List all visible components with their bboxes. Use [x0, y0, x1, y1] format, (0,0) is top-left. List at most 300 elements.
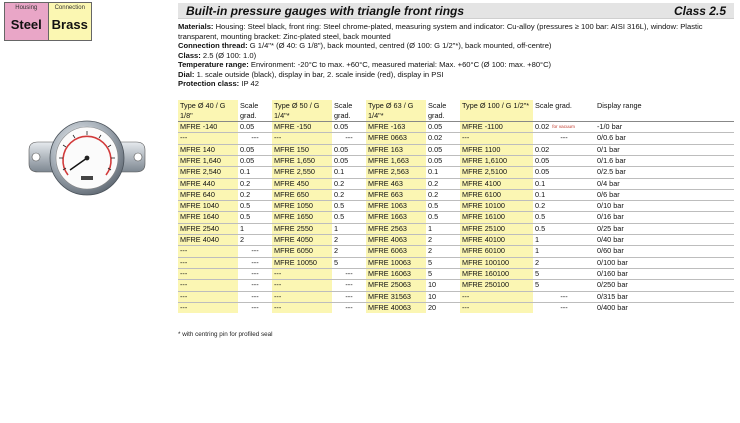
table-row [178, 133, 734, 144]
table-cell [533, 201, 595, 212]
table-cell [272, 302, 332, 313]
table-cell [178, 133, 238, 144]
cell-value: 0/40 bar [597, 235, 624, 245]
cell-value: --- [251, 302, 259, 312]
table-cell [426, 302, 460, 313]
table-cell [238, 246, 272, 257]
spec-text: IP 42 [241, 79, 259, 88]
cell-value: --- [560, 133, 568, 143]
class-label: Class 2.5 [673, 3, 726, 18]
table-cell [533, 246, 595, 257]
cell-value: MFRE 1650 [274, 212, 313, 222]
cell-value: 0.05 [240, 144, 255, 154]
cell-value: MFRE -140 [180, 122, 218, 132]
cell-value: MFRE 4063 [368, 235, 407, 245]
table-cell [426, 201, 460, 212]
table-row [178, 280, 734, 291]
table-cell [533, 291, 595, 302]
column-header: Scale grad. [535, 101, 572, 110]
connection-cell [48, 3, 92, 40]
table-row [178, 189, 734, 200]
table-cell [426, 268, 460, 279]
table-cell [533, 155, 595, 166]
table-cell [595, 155, 734, 166]
connection-material: Brass [51, 17, 88, 32]
cell-value: MFRE 6100 [462, 189, 501, 199]
table-cell [332, 155, 366, 166]
vacuum-note: for vacuum [552, 124, 575, 129]
cell-value: 1 [535, 246, 540, 256]
cell-value: --- [274, 280, 282, 290]
cell-value: MFRE 1040 [180, 201, 219, 211]
spec-line [178, 51, 734, 61]
table-cell [366, 246, 426, 257]
cell-value: MFRE 2540 [180, 223, 219, 233]
cell-value: MFRE 463 [368, 178, 403, 188]
cell-value: 0.02 [535, 144, 550, 154]
table-row [178, 246, 734, 257]
cell-value: --- [560, 302, 568, 312]
table-cell [460, 246, 533, 257]
spec-list [178, 22, 734, 89]
table-cell [366, 201, 426, 212]
table-cell [460, 280, 533, 291]
cell-value: MFRE 1663 [368, 212, 407, 222]
table-cell [178, 268, 238, 279]
table-cell [533, 223, 595, 234]
cell-value: MFRE 6050 [274, 246, 313, 256]
table-cell [366, 144, 426, 155]
cell-value: --- [462, 302, 470, 312]
cell-value: 0/0.6 bar [597, 133, 626, 143]
cell-value: MFRE 10063 [368, 257, 411, 267]
cell-value: --- [180, 246, 188, 256]
table-cell [533, 144, 595, 155]
table-cell [426, 235, 460, 246]
table-row [178, 291, 734, 302]
gauge-table [178, 100, 734, 313]
cell-value: 5 [535, 280, 540, 290]
cell-value: 0.2 [428, 189, 439, 199]
table-cell [332, 189, 366, 200]
table-cell [178, 235, 238, 246]
cell-value: 0/4 bar [597, 178, 620, 188]
table-cell [366, 268, 426, 279]
cell-value: 0.05 [428, 155, 443, 165]
table-cell [332, 201, 366, 212]
table-cell [178, 280, 238, 291]
table-cell [366, 178, 426, 189]
cell-value: 0.2 [428, 178, 439, 188]
table-cell [332, 167, 366, 178]
table-cell [366, 257, 426, 268]
cell-value: 0.2 [240, 178, 251, 188]
cell-value: 0.02 [535, 122, 550, 132]
table-cell [238, 155, 272, 166]
table-cell [460, 201, 533, 212]
cell-value: --- [251, 246, 259, 256]
table-cell [533, 302, 595, 313]
cell-value: MFRE 150 [274, 144, 309, 154]
table-cell [238, 212, 272, 223]
table-cell [460, 178, 533, 189]
table-cell [595, 189, 734, 200]
table-cell [460, 212, 533, 223]
cell-value: 0.05 [334, 155, 349, 165]
table-cell [595, 302, 734, 313]
table-cell [332, 291, 366, 302]
cell-value: 5 [428, 268, 433, 278]
column-header: Display range [597, 101, 642, 110]
material-legend [4, 2, 92, 41]
table-cell [178, 144, 238, 155]
cell-value: 0.1 [535, 189, 546, 199]
table-cell [178, 201, 238, 212]
cell-value: 0.2 [334, 189, 345, 199]
cell-value: 1 [428, 223, 433, 233]
cell-value: MFRE 1050 [274, 201, 313, 211]
cell-value: 0.2 [535, 201, 546, 211]
footnote: * with centring pin for profiled seal [178, 331, 273, 338]
cell-value: --- [251, 280, 259, 290]
cell-value: 2 [240, 235, 245, 245]
table-cell [426, 167, 460, 178]
table-cell [332, 212, 366, 223]
cell-value: MFRE 1,640 [180, 155, 221, 165]
table-cell [272, 189, 332, 200]
cell-value: 0/1 bar [597, 144, 620, 154]
cell-value: 0/25 bar [597, 223, 624, 233]
table-cell [595, 223, 734, 234]
cell-value: 0/160 bar [597, 268, 628, 278]
table-cell [426, 133, 460, 144]
table-cell [272, 144, 332, 155]
table-cell [272, 235, 332, 246]
table-cell [272, 223, 332, 234]
table-cell [460, 291, 533, 302]
table-cell [533, 133, 595, 144]
table-cell [595, 201, 734, 212]
cell-value: --- [180, 291, 188, 301]
column-header: Scale grad. [334, 101, 353, 120]
cell-value: 10 [428, 291, 437, 301]
table-cell [332, 268, 366, 279]
table-cell [272, 212, 332, 223]
spec-line [178, 79, 734, 89]
cell-value: MFRE 163 [368, 144, 403, 154]
cell-value: 0.1 [334, 167, 345, 177]
table-row [178, 212, 734, 223]
spec-text: G 1/4"* (Ø 40: G 1/8"), back mounted, centred (Ø 100: G 1/2"*), back mounted, off-centre) [249, 41, 552, 50]
cell-value: --- [274, 291, 282, 301]
table-cell [238, 291, 272, 302]
cell-value: MFRE 25063 [368, 280, 411, 290]
cell-value: --- [274, 302, 282, 312]
table-cell [272, 268, 332, 279]
cell-value: 0/2.5 bar [597, 167, 626, 177]
table-cell [178, 122, 238, 133]
cell-value: MFRE 1640 [180, 212, 219, 222]
table-cell [426, 178, 460, 189]
table-cell [238, 178, 272, 189]
table-cell [272, 167, 332, 178]
table-cell [533, 280, 595, 291]
cell-value: 0/250 bar [597, 280, 628, 290]
table-cell [426, 144, 460, 155]
table-row [178, 257, 734, 268]
table-row [178, 167, 734, 178]
table-cell [595, 246, 734, 257]
spec-line [178, 60, 734, 70]
cell-value: MFRE 250100 [462, 280, 510, 290]
table-cell [332, 235, 366, 246]
cell-value: 0/1.6 bar [597, 155, 626, 165]
cell-value: 0.5 [428, 201, 439, 211]
cell-value: MFRE 663 [368, 189, 403, 199]
table-cell [460, 302, 533, 313]
table-cell [332, 246, 366, 257]
table-cell [366, 155, 426, 166]
cell-value: MFRE 1,663 [368, 155, 409, 165]
table-cell [238, 201, 272, 212]
cell-value: 0.05 [428, 144, 443, 154]
cell-value: MFRE 440 [180, 178, 215, 188]
cell-value: MFRE 16063 [368, 268, 411, 278]
table-cell [178, 155, 238, 166]
cell-value: MFRE 10100 [462, 201, 505, 211]
cell-value: MFRE -1100 [462, 122, 503, 132]
column-header: Scale grad. [240, 101, 259, 120]
housing-caption: Housing [15, 5, 38, 11]
table-cell [238, 189, 272, 200]
column-header: Scale grad. [428, 101, 447, 120]
cell-value: --- [345, 280, 353, 290]
table-row [178, 201, 734, 212]
cell-value: --- [180, 268, 188, 278]
cell-value: 1 [334, 223, 339, 233]
table-cell [332, 257, 366, 268]
table-cell [238, 235, 272, 246]
cell-value: 2 [428, 246, 433, 256]
cell-value: 0.05 [535, 155, 550, 165]
table-cell [533, 122, 595, 133]
spec-text: Environment: -20°C to max. +60°C, measured material: Max. +60°C (Ø 100: max. +80°C) [250, 60, 552, 69]
cell-value: 0/100 bar [597, 257, 628, 267]
cell-value: MFRE 160100 [462, 268, 510, 278]
cell-value: --- [345, 291, 353, 301]
table-cell [595, 212, 734, 223]
table-cell [460, 155, 533, 166]
table-cell [238, 302, 272, 313]
table-cell [426, 291, 460, 302]
cell-value: --- [462, 291, 470, 301]
table-cell [178, 291, 238, 302]
table-cell [460, 268, 533, 279]
table-cell [533, 189, 595, 200]
table-cell [178, 257, 238, 268]
table-cell [426, 223, 460, 234]
table-cell [460, 223, 533, 234]
table-cell [332, 302, 366, 313]
table-row [178, 178, 734, 189]
table-cell [366, 235, 426, 246]
cell-value: 0/400 bar [597, 302, 628, 312]
table-cell [272, 122, 332, 133]
table-cell [272, 291, 332, 302]
cell-value: --- [274, 268, 282, 278]
cell-value: MFRE 0663 [368, 133, 407, 143]
cell-value: 0/315 bar [597, 291, 628, 301]
cell-value: 0/6 bar [597, 189, 620, 199]
spec-text: Housing: Steel black, front ring: Steel chrome-plated, measuring system and indicator: Cu-alloy (pressures ≥ 100 bar: AISI 316L), window: Plastic transparent, mounting bracket: Zinc-plated steel, back mounted [178, 22, 703, 41]
cell-value: 0/60 bar [597, 246, 624, 256]
spec-label: Class: [178, 50, 201, 60]
cell-value: MFRE 4040 [180, 235, 219, 245]
cell-value: MFRE 4100 [462, 178, 501, 188]
cell-value: MFRE 2563 [368, 223, 407, 233]
cell-value: 5 [535, 268, 540, 278]
table-cell [272, 280, 332, 291]
table-cell [332, 280, 366, 291]
table-cell [595, 268, 734, 279]
pressure-gauge-icon [26, 120, 148, 198]
table-cell [426, 246, 460, 257]
spec-line [178, 41, 734, 51]
table-row [178, 144, 734, 155]
cell-value: 0.05 [334, 122, 349, 132]
table-cell [272, 133, 332, 144]
table-cell [366, 223, 426, 234]
table-cell [178, 246, 238, 257]
cell-value: MFRE -150 [274, 122, 312, 132]
table-cell [178, 223, 238, 234]
cell-value: MFRE 60100 [462, 246, 505, 256]
table-row [178, 235, 734, 246]
table-cell [460, 144, 533, 155]
cell-value: 0.1 [428, 167, 439, 177]
table-cell [460, 257, 533, 268]
table-cell [238, 280, 272, 291]
table-cell [595, 291, 734, 302]
cell-value: 2 [428, 235, 433, 245]
table-row [178, 155, 734, 166]
table-cell [533, 212, 595, 223]
table-cell [238, 223, 272, 234]
cell-value: MFRE 40063 [368, 302, 411, 312]
cell-value: --- [462, 133, 470, 143]
cell-value: 0.5 [240, 201, 251, 211]
spec-label: Protection class: [178, 79, 240, 88]
cell-value: MFRE 6063 [368, 246, 407, 256]
cell-value: --- [180, 280, 188, 290]
table-row [178, 122, 734, 133]
cell-value: MFRE 1100 [462, 144, 501, 154]
table-cell [366, 302, 426, 313]
table-cell [272, 246, 332, 257]
table-cell [366, 189, 426, 200]
cell-value: 2 [334, 246, 339, 256]
table-cell [533, 178, 595, 189]
table-cell [238, 122, 272, 133]
cell-value: MFRE 1,6100 [462, 155, 508, 165]
page-title: Built-in pressure gauges with triangle front rings [186, 3, 465, 18]
cell-value: MFRE 31563 [368, 291, 411, 301]
spec-text: 2.5 (Ø 100: 1.0) [202, 50, 257, 60]
table-cell [272, 178, 332, 189]
cell-value: 0/16 bar [597, 212, 624, 222]
table-cell [426, 122, 460, 133]
table-cell [272, 155, 332, 166]
cell-value: MFRE 2550 [274, 223, 313, 233]
table-cell [426, 189, 460, 200]
cell-value: MFRE 2,540 [180, 167, 221, 177]
spec-label: Materials: [178, 22, 214, 31]
cell-value: MFRE 4050 [274, 235, 313, 245]
cell-value: 0.05 [535, 167, 550, 177]
table-cell [595, 257, 734, 268]
cell-value: 0.05 [240, 155, 255, 165]
housing-material: Steel [10, 17, 42, 32]
cell-value: 5 [334, 257, 339, 267]
cell-value: 1 [535, 235, 540, 245]
column-header: Type Ø 100 / G 1/2"* [460, 100, 533, 122]
table-cell [426, 212, 460, 223]
table-row [178, 302, 734, 313]
spec-line [178, 70, 734, 80]
table-cell [533, 268, 595, 279]
table-cell [426, 280, 460, 291]
table-cell [595, 133, 734, 144]
table-cell [460, 133, 533, 144]
table-cell [238, 144, 272, 155]
cell-value: 0.1 [240, 167, 251, 177]
cell-value: --- [251, 268, 259, 278]
table-cell [366, 133, 426, 144]
cell-value: MFRE 2,550 [274, 167, 315, 177]
table-cell [595, 122, 734, 133]
table-row [178, 223, 734, 234]
table-cell [366, 280, 426, 291]
housing-cell [5, 3, 48, 40]
table-cell [238, 257, 272, 268]
table-cell [595, 280, 734, 291]
spec-label: Connection thread: [178, 41, 248, 50]
cell-value: 0.5 [535, 212, 546, 222]
cell-value: --- [180, 133, 188, 143]
cell-value: 0.5 [334, 201, 345, 211]
cell-value: 0.05 [240, 122, 255, 132]
cell-value: -1/0 bar [597, 122, 623, 132]
table-cell [426, 257, 460, 268]
cell-value: MFRE 2,563 [368, 167, 409, 177]
table-cell [272, 257, 332, 268]
column-header: Type Ø 50 / G 1/4"* [272, 100, 332, 122]
cell-value: --- [180, 302, 188, 312]
cell-value: --- [345, 302, 353, 312]
column-header: Type Ø 40 / G 1/8" [178, 100, 238, 122]
cell-value: 0.02 [428, 133, 443, 143]
cell-value: 10 [428, 280, 437, 290]
table-cell [332, 122, 366, 133]
cell-value: --- [345, 268, 353, 278]
table-cell [366, 291, 426, 302]
cell-value: MFRE 100100 [462, 257, 510, 267]
table-cell [366, 167, 426, 178]
cell-value: MFRE 40100 [462, 235, 505, 245]
table-cell [595, 167, 734, 178]
table-cell [238, 133, 272, 144]
cell-value: 0.5 [240, 212, 251, 222]
